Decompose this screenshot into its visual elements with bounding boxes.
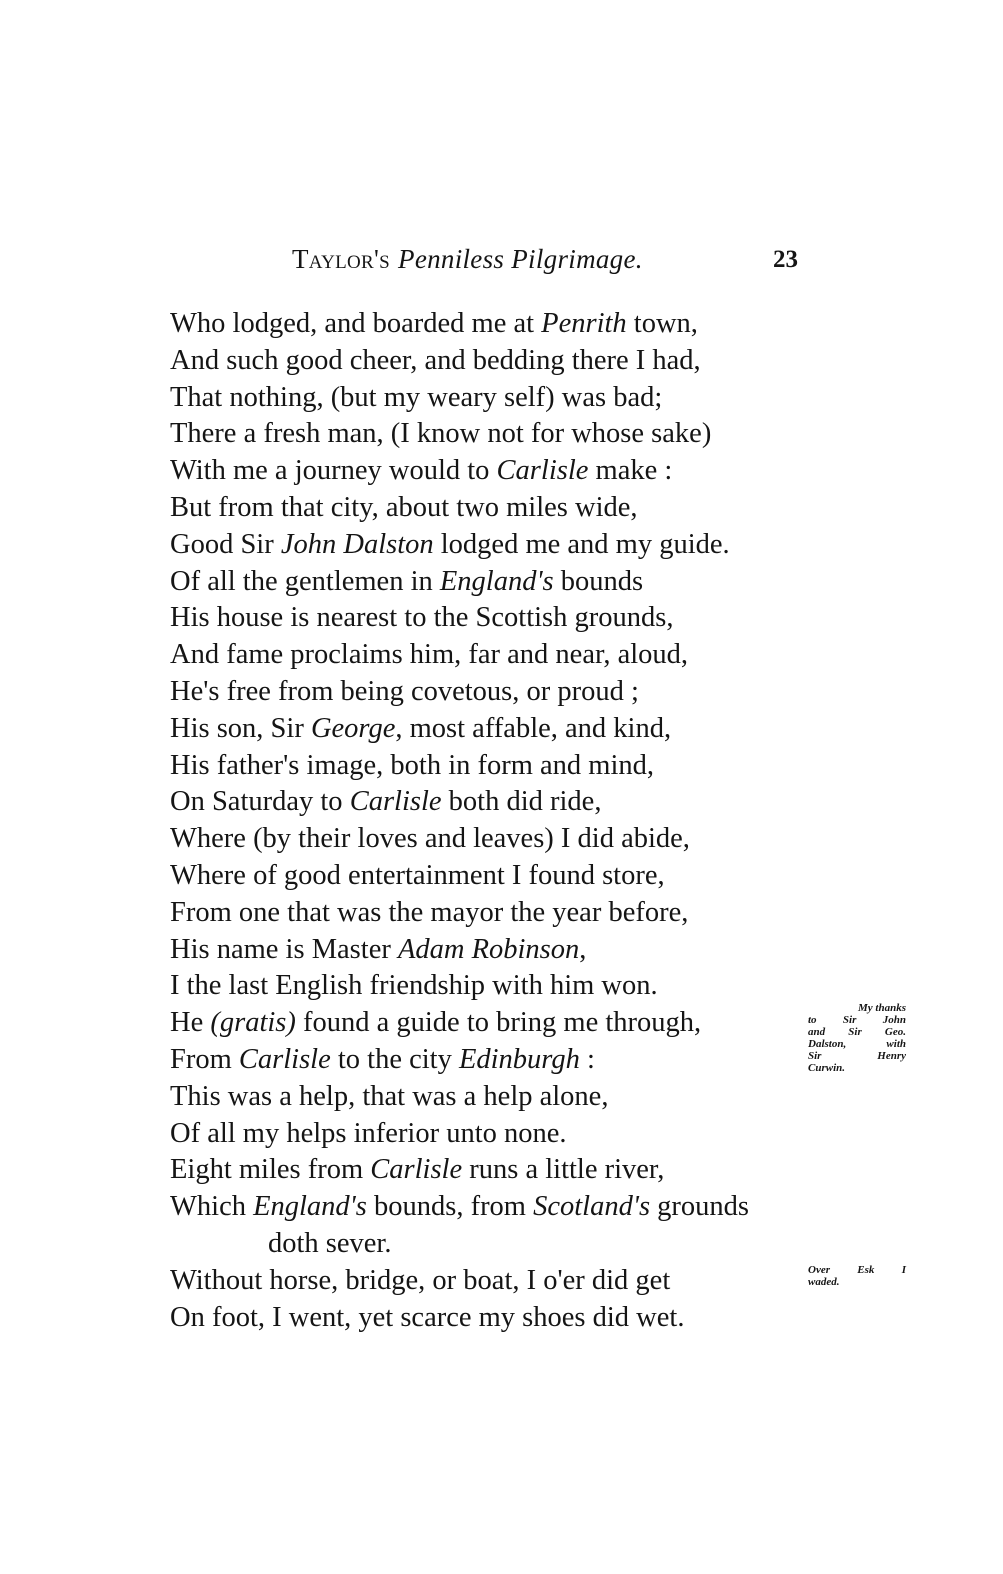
margin-note-line: Dalston, with bbox=[808, 1038, 906, 1050]
margin-note-line: Sir Henry bbox=[808, 1050, 906, 1062]
poem-line: doth sever. bbox=[268, 1227, 392, 1259]
page-number: 23 bbox=[773, 246, 798, 273]
running-head-title: Penniless Pilgrimage. bbox=[398, 244, 643, 274]
margin-note-line: My thanks bbox=[858, 1002, 906, 1014]
poem-line: Which England's bounds, from Scotland's grounds bbox=[170, 1191, 750, 1223]
poem-line: His father's image, both in form and mind, bbox=[170, 749, 654, 781]
poem-line: From Carlisle to the city Edinburgh : bbox=[170, 1043, 595, 1075]
poem-line: Of all my helps inferior unto none. bbox=[170, 1117, 567, 1149]
poem-line: And fame proclaims him, far and near, aloud, bbox=[170, 639, 689, 671]
poem-line: I the last English friendship with him won. bbox=[170, 970, 658, 1002]
running-head-author: Taylor's bbox=[292, 244, 391, 274]
poem-line: Where of good entertainment I found store, bbox=[170, 859, 665, 891]
poem-line: His name is Master Adam Robinson, bbox=[170, 933, 587, 965]
poem-line: His son, Sir George, most affable, and kind, bbox=[170, 712, 672, 744]
margin-note-line: to Sir John bbox=[808, 1014, 906, 1026]
poem-line: Good Sir John Dalston lodged me and my guide. bbox=[170, 528, 730, 560]
poem-line: He's free from being covetous, or proud ; bbox=[170, 675, 639, 707]
margin-note-line: and Sir Geo. bbox=[808, 1026, 906, 1038]
margin-note-thanks bbox=[808, 1002, 906, 1074]
poem-line: With me a journey would to Carlisle make : bbox=[170, 455, 673, 487]
poem-line: His house is nearest to the Scottish grounds, bbox=[170, 602, 674, 634]
poem-line: That nothing, (but my weary self) was bad; bbox=[170, 381, 663, 413]
poem-line: On Saturday to Carlisle both did ride, bbox=[170, 786, 602, 818]
poem-line: Where (by their loves and leaves) I did abide, bbox=[170, 823, 690, 855]
poem-line: This was a help, that was a help alone, bbox=[170, 1080, 609, 1112]
running-head bbox=[292, 244, 643, 275]
poem-line: Who lodged, and boarded me at Penrith town, bbox=[170, 308, 698, 339]
margin-note-line: Curwin. bbox=[808, 1062, 845, 1074]
poem-text bbox=[170, 306, 820, 1336]
poem-line: There a fresh man, (I know not for whose sake) bbox=[170, 418, 712, 450]
margin-note-esk bbox=[808, 1264, 906, 1288]
poem-line: Of all the gentlemen in England's bounds bbox=[170, 565, 644, 597]
poem-line: But from that city, about two miles wide, bbox=[170, 491, 638, 523]
poem-line: On foot, I went, yet scarce my shoes did wet. bbox=[170, 1301, 685, 1333]
poem-line: He (gratis) found a guide to bring me through, bbox=[170, 1007, 702, 1039]
poem-line: And such good cheer, and bedding there I had, bbox=[170, 344, 701, 376]
poem-line: From one that was the mayor the year before, bbox=[170, 896, 689, 928]
poem-line: Eight miles from Carlisle runs a little river, bbox=[170, 1154, 665, 1186]
poem-line: Without horse, bridge, or boat, I o'er did get bbox=[170, 1264, 671, 1296]
margin-note-line: Over Esk I bbox=[808, 1264, 906, 1276]
margin-note-line: waded. bbox=[808, 1276, 840, 1288]
